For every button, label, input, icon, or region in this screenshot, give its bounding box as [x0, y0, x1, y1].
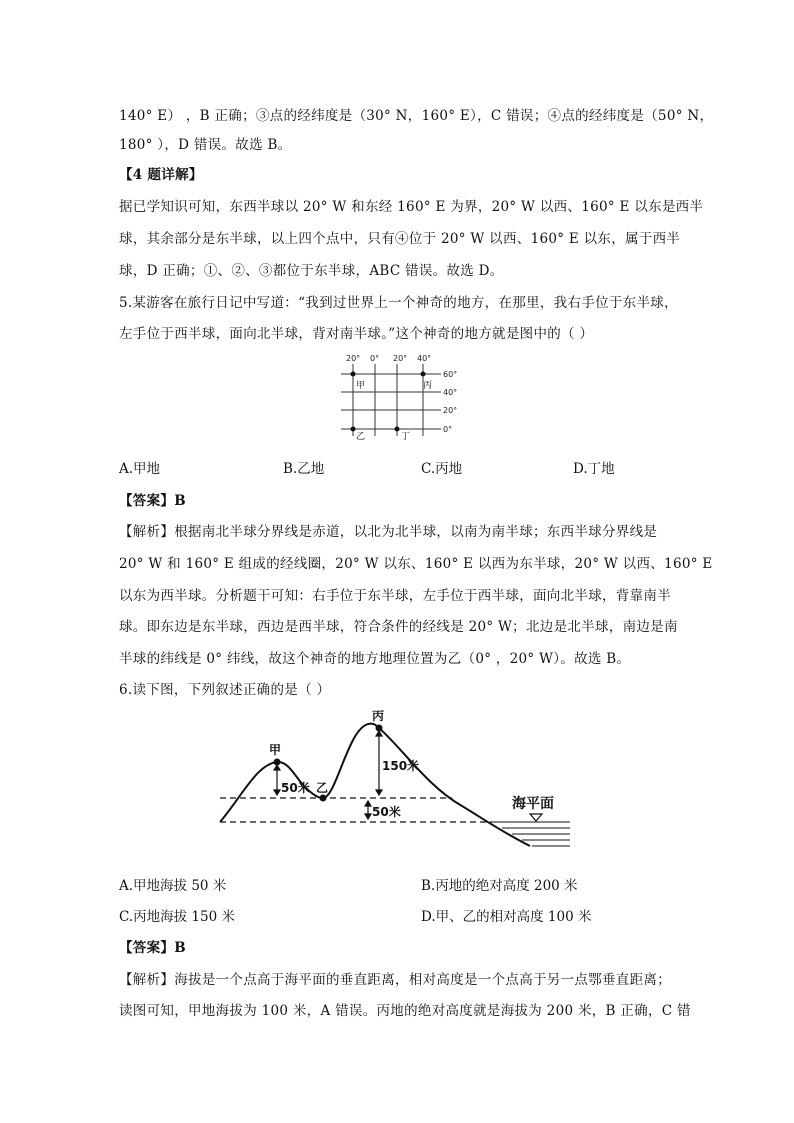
grid-top-label: 40° [417, 354, 432, 363]
q5-option-b: B.乙地 [283, 461, 325, 477]
label-bing: 丙 [372, 709, 385, 723]
point-label-jia: 甲 [356, 381, 366, 391]
terrain-profile-figure [212, 706, 582, 862]
q5-analysis-4: 球。即东边是东半球，西边是西半球，符合条件的经线是 20° W；北边是北半球，南边是南 [119, 619, 678, 635]
label-50-top: 50米 [281, 781, 310, 795]
q5-analysis-1: 【解析】根据南北半球分界线是赤道，以北为北半球，以南为南半球；东西半球分界线是 [119, 524, 658, 540]
point-jia [351, 372, 356, 377]
text-line-4: 据已学知识可知，东西半球以 20° W 和东经 160° E 为界，20° W 以西、160° E 以东是西半 [119, 199, 704, 215]
grid-top-label: 20° [346, 354, 361, 363]
point-bing [421, 372, 426, 377]
section-heading-q4: 【4 题详解】 [119, 167, 203, 183]
point-yi-marker [320, 795, 327, 802]
q5-option-a: A.甲地 [119, 461, 161, 477]
q6-option-c: C.丙地海拔 150 米 [119, 909, 235, 925]
q6-analysis-1: 【解析】海拔是一个点高于海平面的垂直距离，相对高度是一个点高于另一点鄂垂直距离； [119, 972, 671, 988]
label-50-bottom: 50米 [372, 805, 401, 819]
q6-option-b: B.丙地的绝对高度 200 米 [421, 878, 578, 894]
q5-analysis-2: 20° W 和 160° E 组成的经线圈，20° W 以东、160° E 以西为东半球，20° W 以西、160° E [119, 556, 713, 572]
text-line-1: 140° E） ，B 正确；③点的经纬度是（30° N，160° E），C 错误；④点的经纬度是（50° N， [119, 108, 714, 124]
point-yi [351, 427, 356, 432]
q6-option-d: D.甲、乙的相对高度 100 米 [421, 909, 592, 925]
point-label-bing: 丙 [423, 381, 433, 391]
q5-analysis-5: 半球的纬线是 0° 纬线，故这个神奇的地方地理位置为乙（0° ，20° W）。故选 B。 [119, 651, 631, 667]
q5-option-c: C.丙地 [421, 461, 463, 477]
grid-top-label: 0° [370, 354, 380, 363]
q5-analysis-3: 以东为西半球。分析题干可知：右手位于东半球，左手位于西半球，面向北半球，背靠南半 [119, 588, 671, 604]
point-label-ding: 丁 [401, 432, 411, 440]
label-150: 150米 [382, 759, 420, 773]
grid-top-label: 20° [393, 354, 408, 363]
lat-lon-grid-figure [335, 350, 465, 440]
q6-option-a: A.甲地海拔 50 米 [119, 878, 227, 894]
q5-answer: 【答案】B [119, 493, 186, 509]
text-line-2: 180° ），D 错误。故选 B。 [119, 137, 292, 153]
grid-right-label: 0° [443, 425, 453, 434]
question-5-stem-2: 左手位于西半球，面向北半球，背对南半球。”这个神奇的地方就是图中的（ ） [119, 326, 594, 342]
label-yi: 乙 [316, 781, 329, 795]
q6-answer: 【答案】B [119, 940, 186, 956]
question-6-stem: 6.读下图，下列叙述正确的是（ ） [119, 682, 331, 698]
question-5-stem-1: 5.某游客在旅行日记中写道：“我到过世界上一个神奇的地方，在那里，我右手位于东半球， [119, 295, 678, 311]
text-line-6: 球，D 正确；①、②、③都位于东半球，ABC 错误。故选 D。 [119, 263, 504, 279]
text-line-5: 球，其余部分是东半球，以上四个点中，只有④位于 20° W 以西、160° E 以东，属于西半 [119, 231, 681, 247]
point-label-yi: 乙 [356, 432, 366, 440]
q5-option-d: D.丁地 [573, 461, 615, 477]
label-jia: 甲 [269, 743, 282, 757]
grid-right-label: 20° [443, 406, 458, 415]
grid-right-label: 40° [443, 388, 458, 397]
q6-analysis-2: 读图可知，甲地海拔为 100 米，A 错误。丙地的绝对高度就是海拔为 200 米，B 正确，C 错 [119, 1003, 691, 1019]
point-ding [395, 427, 400, 432]
grid-right-label: 60° [443, 370, 458, 379]
label-sea-level: 海平面 [512, 796, 554, 812]
